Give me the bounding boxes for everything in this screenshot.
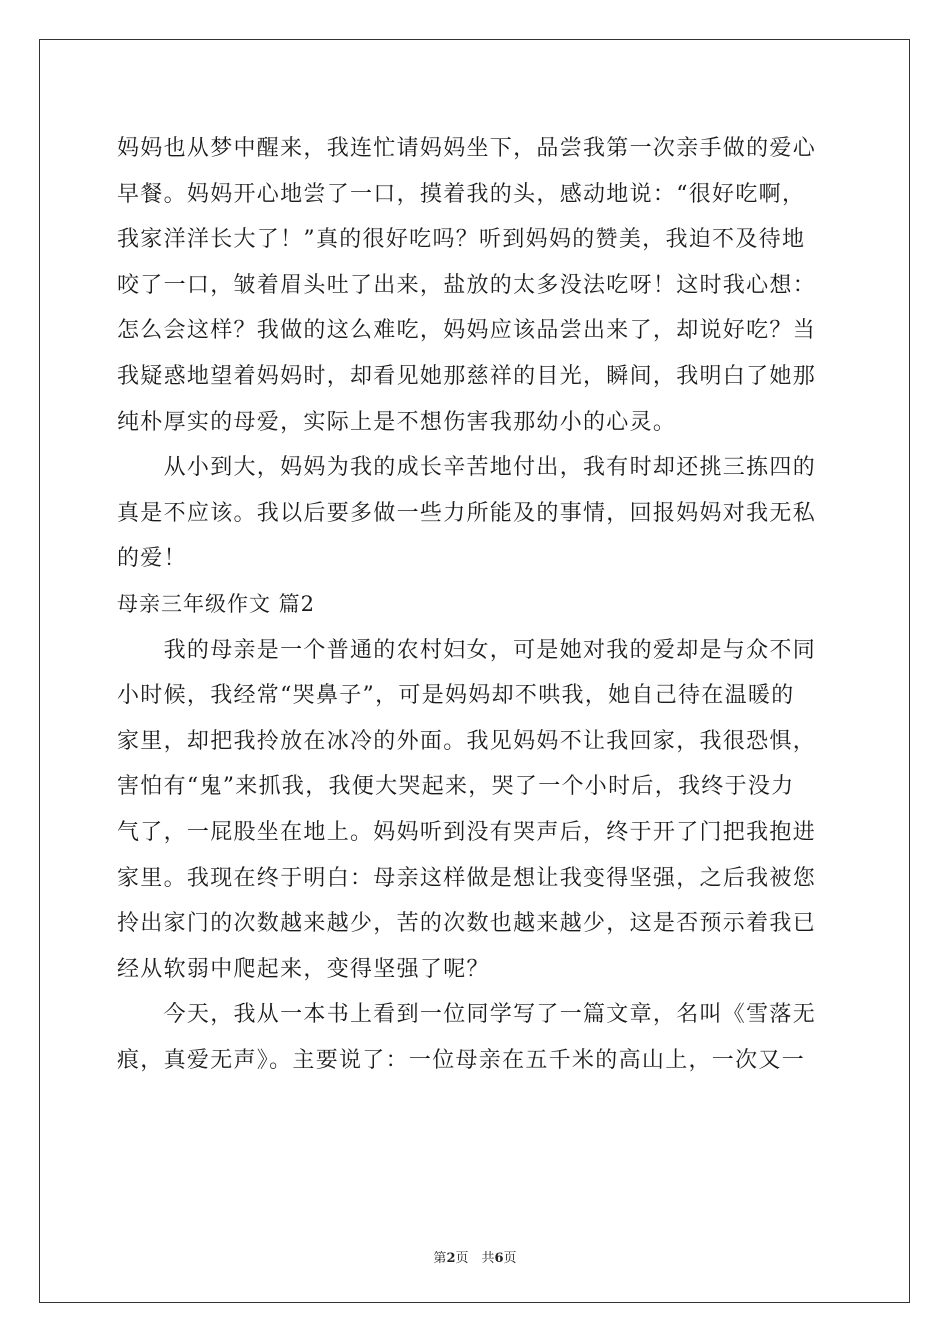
document-body: [117, 126, 835, 1083]
text-line: 拎出家门的次数越来越少，苦的次数也越来越少，这是否预示着我已: [117, 911, 817, 937]
text-line: 纯朴厚实的母爱，实际上是不想伤害我那幼小的心灵。: [117, 409, 677, 435]
section-title: 母亲三年级作文 篇2: [117, 591, 316, 616]
text-line: 我的母亲是一个普通的农村妇女，可是她对我的爱却是与众不同: [117, 637, 817, 663]
footer-suffix: 页: [503, 1251, 517, 1266]
text-line: 从小到大，妈妈为我的成长辛苦地付出，我有时却还挑三拣四的: [117, 455, 817, 481]
text-line: 家里，却把我拎放在冰冷的外面。我见妈妈不让我回家，我很恐惧，: [117, 728, 817, 754]
text-line: 的爱！: [117, 546, 187, 572]
total-page-count: 6: [494, 1251, 504, 1266]
text-line: 妈妈也从梦中醒来，我连忙请妈妈坐下，品尝我第一次亲手做的爱心: [117, 136, 817, 161]
text-line: 真是不应该。我以后要多做一些力所能及的事情，回报妈妈对我无私: [117, 500, 817, 526]
text-line: 我家洋洋长大了！”真的很好吃吗？听到妈妈的赞美，我迫不及待地: [117, 227, 806, 253]
text-line: 气了，一屁股坐在地上。妈妈听到没有哭声后，终于开了门把我抱进: [117, 819, 817, 845]
text-line: 家里。我现在终于明白：母亲这样做是想让我变得坚强，之后我被您: [117, 865, 817, 891]
footer-mid: 页 共: [455, 1251, 495, 1266]
text-line: 害怕有“鬼”来抓我，我便大哭起来，哭了一个小时后，我终于没力: [117, 774, 795, 800]
footer-prefix: 第: [433, 1251, 447, 1266]
current-page-number: 2: [446, 1251, 456, 1266]
text-line: 小时候，我经常“哭鼻子”，可是妈妈却不哄我，她自己待在温暖的: [117, 683, 795, 709]
text-line: 痕，真爱无声》。主要说了：一位母亲在五千米的高山上，一次又一: [117, 1047, 806, 1073]
text-line: 早餐。妈妈开心地尝了一口，摸着我的头，感动地说：“很好吃啊，: [117, 181, 806, 207]
text-line: 经从软弱中爬起来，变得坚强了呢？: [117, 956, 490, 982]
text-line: 我疑惑地望着妈妈时，却看见她那慈祥的目光，瞬间，我明白了她那: [117, 363, 817, 389]
text-line: 怎么会这样？我做的这么难吃，妈妈应该品尝出来了，却说好吃？当: [117, 318, 817, 344]
text-line: 咬了一口，皱着眉头吐了出来，盐放的太多没法吃呀！这时我心想：: [117, 272, 817, 298]
text-line: 今天，我从一本书上看到一位同学写了一篇文章，名叫《雪落无: [117, 1002, 817, 1028]
page-number-footer: [0, 1247, 950, 1266]
